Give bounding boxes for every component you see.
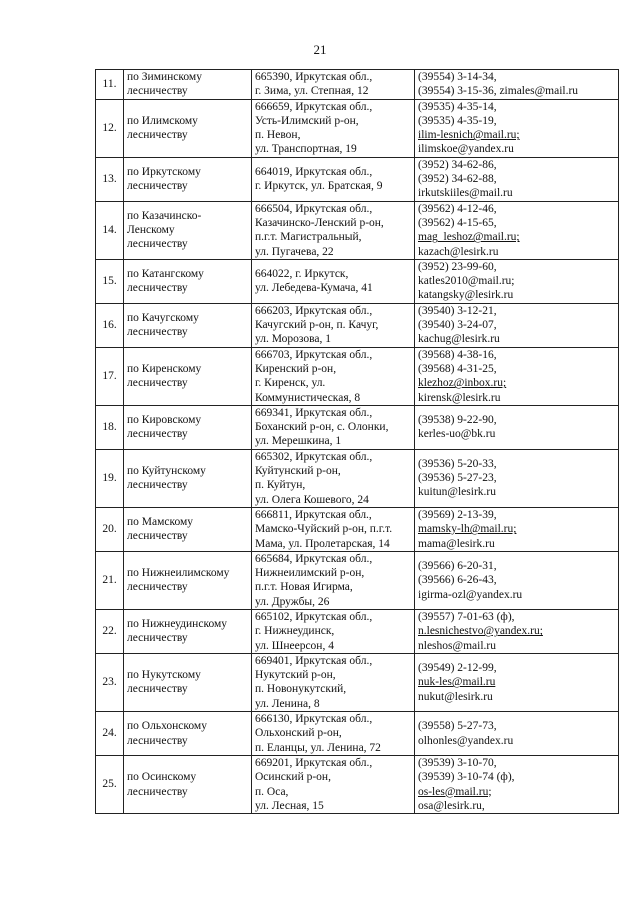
email-link[interactable]: n.lesnichestvo@yandex.ru; bbox=[418, 625, 543, 638]
contact-info bbox=[415, 201, 619, 259]
contact-info bbox=[415, 99, 619, 157]
table-row bbox=[96, 259, 619, 303]
postal-address bbox=[252, 347, 415, 405]
address-line: 666659, Иркутская обл., bbox=[255, 100, 373, 113]
address-line: 665684, Иркутская обл., bbox=[255, 552, 373, 565]
address-line: 665102, Иркутская обл., bbox=[255, 610, 373, 623]
email-link[interactable]: mag_leshoz@mail.ru; bbox=[418, 231, 520, 244]
address-line: ул. Ленина, 8 bbox=[255, 697, 320, 710]
table-row bbox=[96, 99, 619, 157]
contact-info bbox=[415, 551, 619, 609]
contact-line: nukut@lesirk.ru bbox=[418, 690, 493, 703]
address-line: Усть-Илимский р-он, bbox=[255, 114, 359, 127]
table-body bbox=[96, 70, 619, 814]
email-link[interactable]: os-les@mail.ru; bbox=[418, 785, 492, 798]
address-line: п.г.т. Новая Игирма, bbox=[255, 581, 353, 594]
postal-address bbox=[252, 99, 415, 157]
forestry-name-line: лесничеству bbox=[127, 632, 188, 645]
address-line: Осинский р-он, bbox=[255, 771, 331, 784]
address-line: 666811, Иркутская обл., bbox=[255, 508, 372, 521]
table-row bbox=[96, 70, 619, 100]
address-line: ул. Транспортная, 19 bbox=[255, 143, 357, 156]
postal-address bbox=[252, 405, 415, 449]
contact-line: katles2010@mail.ru; bbox=[418, 275, 515, 288]
contact-line: kazach@lesirk.ru bbox=[418, 245, 499, 258]
email-link[interactable]: nuk-les@mail.ru bbox=[418, 676, 496, 689]
forestry-name-line: по Зиминскому bbox=[127, 71, 202, 83]
forestry-contacts-table bbox=[95, 69, 619, 814]
address-line: п. Новонукутский, bbox=[255, 683, 347, 696]
contact-info bbox=[415, 347, 619, 405]
address-line: ул. Олега Кошевого, 24 bbox=[255, 493, 369, 506]
email-link[interactable]: mamsky-lh@mail.ru; bbox=[418, 523, 517, 536]
forestry-name bbox=[124, 712, 252, 756]
row-number: 20. bbox=[96, 507, 124, 551]
contact-line: (39538) 9-22-90, bbox=[418, 413, 497, 426]
contact-line: (39554) 3-14-34, bbox=[418, 71, 497, 83]
row-number: 17. bbox=[96, 347, 124, 405]
forestry-name-line: по Нижнеилимскому bbox=[127, 567, 230, 580]
forestry-name bbox=[124, 405, 252, 449]
table-row bbox=[96, 201, 619, 259]
contact-line: nleshos@mail.ru bbox=[418, 639, 496, 652]
address-line: п. Невон, bbox=[255, 129, 301, 142]
forestry-name bbox=[124, 303, 252, 347]
address-line: 669401, Иркутская обл., bbox=[255, 654, 373, 667]
address-line: 666703, Иркутская обл., bbox=[255, 348, 373, 361]
row-number: 14. bbox=[96, 201, 124, 259]
address-line: Мама, ул. Пролетарская, 14 bbox=[255, 537, 390, 550]
forestry-name-line: по Нукутскому bbox=[127, 669, 201, 682]
postal-address bbox=[252, 507, 415, 551]
postal-address bbox=[252, 755, 415, 813]
forestry-name-line: лесничеству bbox=[127, 530, 188, 543]
address-line: 666203, Иркутская обл., bbox=[255, 304, 373, 317]
address-line: п. Оса, bbox=[255, 785, 289, 798]
postal-address bbox=[252, 712, 415, 756]
address-line: Мамско-Чуйский р-он, п.г.т. bbox=[255, 523, 393, 536]
address-line: п.г.т. Магистральный, bbox=[255, 231, 362, 244]
address-line: Ольхонский р-он, bbox=[255, 727, 342, 740]
forestry-name-line: по Мамскому bbox=[127, 516, 194, 529]
row-number: 11. bbox=[96, 70, 124, 100]
forestry-name-line: лесничеству bbox=[127, 428, 188, 441]
postal-address bbox=[252, 303, 415, 347]
forestry-name bbox=[124, 551, 252, 609]
row-number: 25. bbox=[96, 755, 124, 813]
forestry-name bbox=[124, 653, 252, 711]
forestry-name bbox=[124, 259, 252, 303]
table-row bbox=[96, 609, 619, 653]
contact-info bbox=[415, 449, 619, 507]
forestry-name bbox=[124, 449, 252, 507]
contact-line: (3952) 34-62-86, bbox=[418, 158, 497, 171]
row-number: 18. bbox=[96, 405, 124, 449]
address-line: п. Еланцы, ул. Ленина, 72 bbox=[255, 741, 381, 754]
forestry-name-line: по Нижнеудинскому bbox=[127, 618, 228, 631]
row-number: 22. bbox=[96, 609, 124, 653]
contact-line: (39549) 2-12-99, bbox=[418, 662, 497, 675]
postal-address bbox=[252, 70, 415, 100]
table-row bbox=[96, 303, 619, 347]
postal-address bbox=[252, 609, 415, 653]
contact-line: (39566) 6-26-43, bbox=[418, 574, 497, 587]
address-line: ул. Шнеерсон, 4 bbox=[255, 639, 334, 652]
row-number: 13. bbox=[96, 157, 124, 201]
forestry-name bbox=[124, 507, 252, 551]
postal-address bbox=[252, 449, 415, 507]
contact-info bbox=[415, 259, 619, 303]
contact-info bbox=[415, 507, 619, 551]
address-line: Нижнеилимский р-он, bbox=[255, 567, 365, 580]
row-number: 21. bbox=[96, 551, 124, 609]
row-number: 12. bbox=[96, 99, 124, 157]
forestry-name-line: лесничеству bbox=[127, 683, 188, 696]
address-line: Боханский р-он, с. Олонки, bbox=[255, 421, 389, 434]
contact-line: (3952) 34-62-88, bbox=[418, 173, 497, 186]
forestry-name-line: по Иркутскому bbox=[127, 165, 201, 178]
postal-address bbox=[252, 157, 415, 201]
row-number: 23. bbox=[96, 653, 124, 711]
contact-line: olhonles@yandex.ru bbox=[418, 734, 514, 747]
contact-info bbox=[415, 609, 619, 653]
forestry-name-line: по Казачинско- bbox=[127, 209, 202, 222]
contact-line: (39540) 3-24-07, bbox=[418, 319, 497, 332]
forestry-name-line: лесничеству bbox=[127, 85, 188, 98]
forestry-name bbox=[124, 99, 252, 157]
forestry-name-line: лесничеству bbox=[127, 326, 188, 339]
contact-line: (39535) 4-35-14, bbox=[418, 100, 497, 113]
forestry-name bbox=[124, 755, 252, 813]
contact-line: (39535) 4-35-19, bbox=[418, 114, 497, 127]
contact-info bbox=[415, 755, 619, 813]
address-line: Казачинско-Ленский р-он, bbox=[255, 216, 384, 229]
postal-address bbox=[252, 259, 415, 303]
contact-line: (39562) 4-12-46, bbox=[418, 202, 497, 215]
forestry-name-line: по Илимскому bbox=[127, 114, 198, 127]
address-line: 669341, Иркутская обл., bbox=[255, 406, 373, 419]
contact-line: kerles-uo@bk.ru bbox=[418, 428, 496, 441]
table-row bbox=[96, 449, 619, 507]
contact-line: (39566) 6-20-31, bbox=[418, 559, 497, 572]
contact-line: kuitun@lesirk.ru bbox=[418, 486, 496, 499]
forestry-name-line: лесничеству bbox=[127, 734, 188, 747]
row-number: 19. bbox=[96, 449, 124, 507]
address-line: 665390, Иркутская обл., bbox=[255, 71, 373, 83]
contact-line: igirma-ozl@yandex.ru bbox=[418, 588, 523, 601]
table-row bbox=[96, 755, 619, 813]
forestry-name-line: лесничеству bbox=[127, 377, 188, 390]
contact-line: (39540) 3-12-21, bbox=[418, 304, 497, 317]
address-line: 669201, Иркутская обл., bbox=[255, 756, 373, 769]
table-row bbox=[96, 712, 619, 756]
contact-line: ilimskoe@yandex.ru bbox=[418, 143, 514, 156]
address-line: Нукутский р-он, bbox=[255, 669, 336, 682]
table-row bbox=[96, 157, 619, 201]
contact-info bbox=[415, 653, 619, 711]
forestry-name-line: по Осинскому bbox=[127, 771, 197, 784]
contact-line: osa@lesirk.ru, bbox=[418, 799, 485, 812]
forestry-name-line: лесничеству bbox=[127, 238, 188, 251]
contact-info bbox=[415, 70, 619, 100]
forestry-name-line: лесничеству bbox=[127, 180, 188, 193]
address-line: г. Нижнеудинск, bbox=[255, 625, 335, 638]
forestry-name-line: лесничеству bbox=[127, 129, 188, 142]
address-line: 664019, Иркутская обл., bbox=[255, 165, 373, 178]
table-row bbox=[96, 653, 619, 711]
contact-line: kirensk@lesirk.ru bbox=[418, 391, 501, 404]
contact-line: (39568) 4-31-25, bbox=[418, 362, 497, 375]
address-line: 666130, Иркутская обл., bbox=[255, 713, 373, 726]
forestry-name-line: лесничеству bbox=[127, 785, 188, 798]
address-line: ул. Пугачева, 22 bbox=[255, 245, 334, 258]
contact-line: (39539) 3-10-74 (ф), bbox=[418, 771, 515, 784]
contact-line: (39562) 4-15-65, bbox=[418, 216, 497, 229]
contact-line: mama@lesirk.ru bbox=[418, 537, 495, 550]
table-row bbox=[96, 347, 619, 405]
forestry-name bbox=[124, 70, 252, 100]
address-line: г. Иркутск, ул. Братская, 9 bbox=[255, 180, 383, 193]
forestry-name-line: по Киренскому bbox=[127, 362, 202, 375]
contact-line: (39568) 4-38-16, bbox=[418, 348, 497, 361]
row-number: 15. bbox=[96, 259, 124, 303]
forestry-name bbox=[124, 201, 252, 259]
address-line: п. Куйтун, bbox=[255, 479, 306, 492]
address-line: Куйтунский р-он, bbox=[255, 465, 341, 478]
page-number: 21 bbox=[313, 42, 327, 57]
postal-address bbox=[252, 551, 415, 609]
contact-info bbox=[415, 303, 619, 347]
forestry-name bbox=[124, 157, 252, 201]
postal-address bbox=[252, 653, 415, 711]
address-line: ул. Лесная, 15 bbox=[255, 799, 324, 812]
address-line: Коммунистическая, 8 bbox=[255, 391, 361, 404]
forestry-name-line: лесничеству bbox=[127, 282, 188, 295]
address-line: Качугский р-он, п. Качуг, bbox=[255, 319, 379, 332]
forestry-name-line: лесничеству bbox=[127, 479, 188, 492]
contact-info bbox=[415, 712, 619, 756]
row-number: 24. bbox=[96, 712, 124, 756]
contact-line: (39536) 5-27-23, bbox=[418, 472, 497, 485]
contact-info bbox=[415, 405, 619, 449]
contact-line: (39539) 3-10-70, bbox=[418, 756, 497, 769]
forestry-name-line: лесничеству bbox=[127, 581, 188, 594]
address-line: ул. Морозова, 1 bbox=[255, 333, 332, 346]
address-line: г. Зима, ул. Степная, 12 bbox=[255, 85, 369, 98]
forestry-name-line: по Ольхонскому bbox=[127, 720, 207, 733]
forestry-name-line: Ленскому bbox=[127, 224, 175, 237]
contact-line: (3952) 23-99-60, bbox=[418, 260, 497, 273]
email-link[interactable]: ilim-lesnich@mail.ru; bbox=[418, 129, 520, 142]
row-number: 16. bbox=[96, 303, 124, 347]
contact-line: (39557) 7-01-63 (ф), bbox=[418, 610, 515, 623]
contact-line: (39569) 2-13-39, bbox=[418, 508, 497, 521]
address-line: ул. Мерешкина, 1 bbox=[255, 435, 342, 448]
contact-line: (39558) 5-27-73, bbox=[418, 720, 497, 733]
forestry-name bbox=[124, 609, 252, 653]
contact-line: katangsky@lesirk.ru bbox=[418, 289, 514, 302]
table-row bbox=[96, 507, 619, 551]
forestry-name-line: по Куйтунскому bbox=[127, 465, 206, 478]
contact-line: irkutskiiles@mail.ru bbox=[418, 187, 513, 200]
contact-line: kachug@lesirk.ru bbox=[418, 333, 500, 346]
address-line: 665302, Иркутская обл., bbox=[255, 450, 373, 463]
address-line: ул. Дружбы, 26 bbox=[255, 595, 330, 608]
contact-line: (39536) 5-20-33, bbox=[418, 457, 497, 470]
contact-line: (39554) 3-15-36, zimales@mail.ru bbox=[418, 85, 579, 98]
forestry-name-line: по Качугскому bbox=[127, 311, 199, 324]
forestry-name-line: по Кировскому bbox=[127, 413, 202, 426]
contact-info bbox=[415, 157, 619, 201]
email-link[interactable]: klezhoz@inbox.ru; bbox=[418, 377, 507, 390]
address-line: 664022, г. Иркутск, bbox=[255, 268, 349, 280]
address-line: г. Киренск, ул. bbox=[255, 377, 326, 390]
postal-address bbox=[252, 201, 415, 259]
table-row bbox=[96, 405, 619, 449]
table-row bbox=[96, 551, 619, 609]
forestry-name-line: по Катангскому bbox=[127, 268, 204, 280]
address-line: ул. Лебедева-Кумача, 41 bbox=[255, 282, 373, 295]
forestry-name bbox=[124, 347, 252, 405]
address-line: Киренский р-он, bbox=[255, 362, 337, 375]
address-line: 666504, Иркутская обл., bbox=[255, 202, 373, 215]
